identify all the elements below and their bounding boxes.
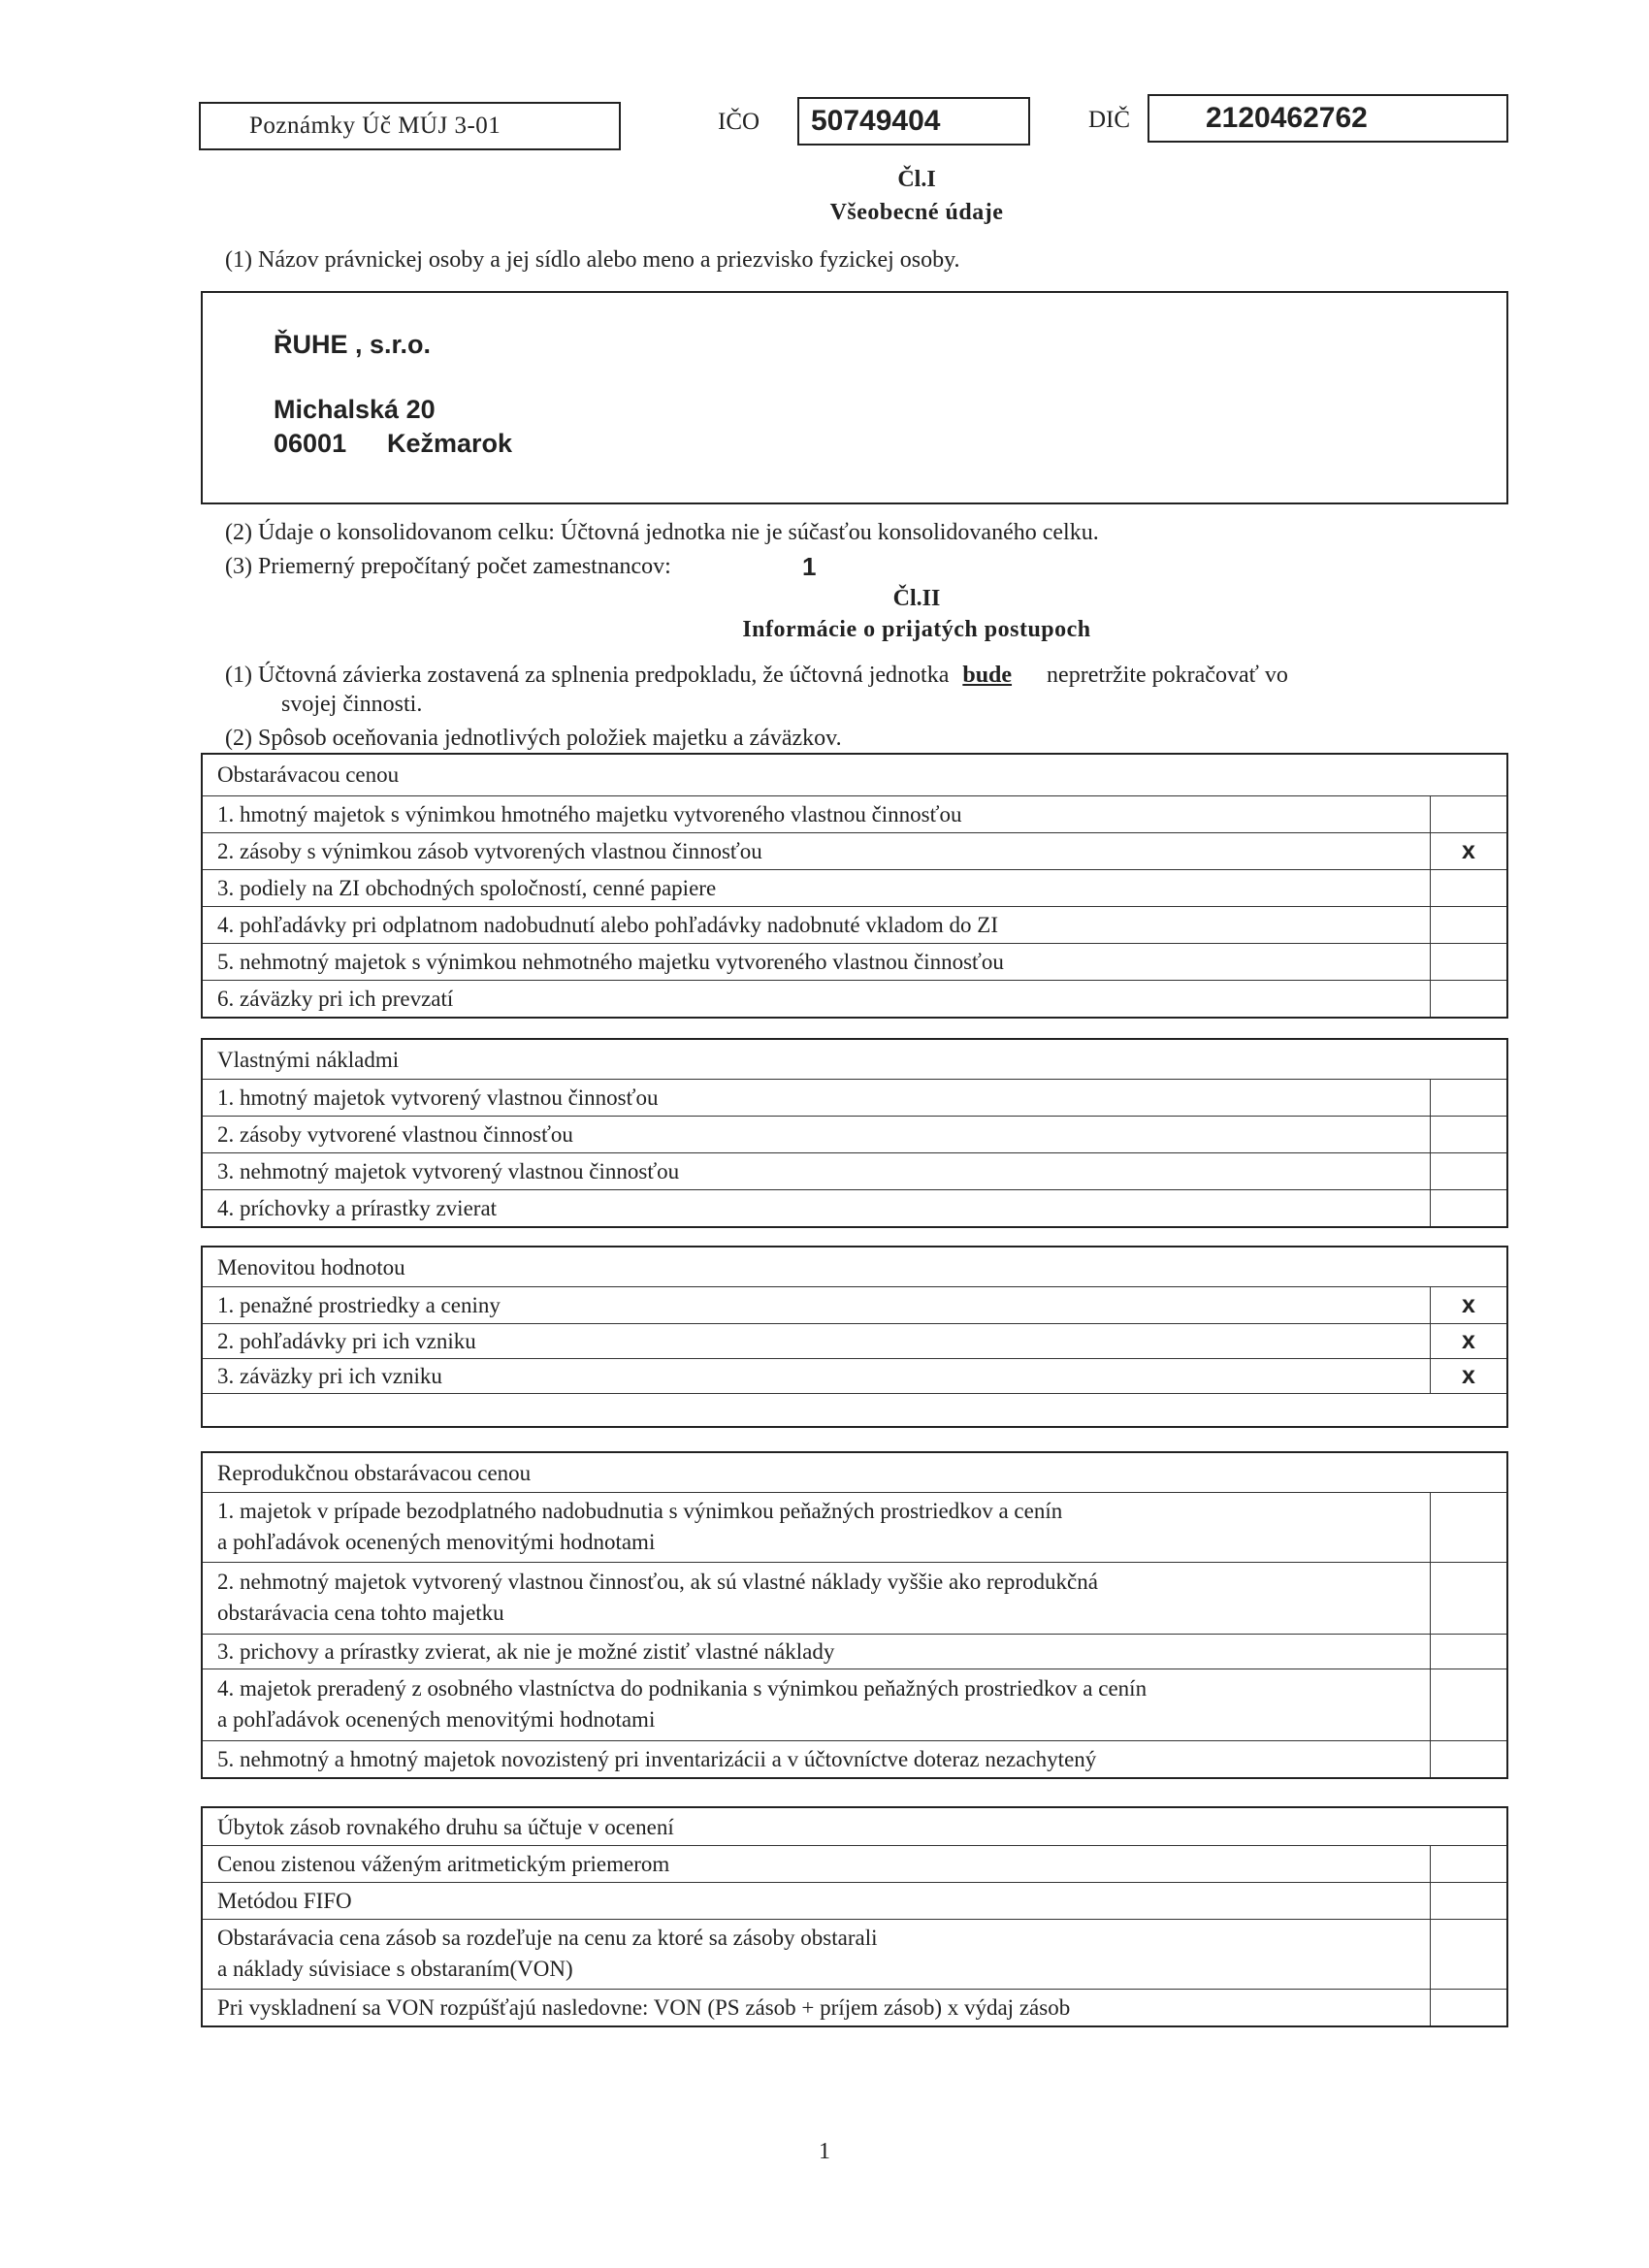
table-vlastnymi <box>201 1038 1508 1228</box>
row-checkbox <box>1430 1153 1506 1189</box>
table-row <box>203 980 1506 1017</box>
row-checkbox <box>1430 1117 1506 1152</box>
table-row <box>203 1919 1506 1989</box>
row-checkbox <box>1430 1563 1506 1634</box>
company-street: Michalská 20 <box>274 395 436 424</box>
table-row <box>203 1152 1506 1189</box>
row-label-cont: obstarávacia cena tohto majetku <box>217 1601 504 1625</box>
table-row <box>203 1492 1506 1562</box>
table-row <box>203 906 1506 943</box>
table-header-row <box>203 755 1506 795</box>
table-ubytok <box>201 1806 1508 2027</box>
ico-label: IČO <box>718 109 760 135</box>
row-label: Metódou FIFO <box>217 1889 352 1913</box>
row-label: Obstarávacia cena zásob sa rozdeľuje na cenu za ktoré sa zásoby obstarali <box>217 1926 878 1950</box>
table-row <box>203 943 1506 980</box>
row-checkbox <box>1430 1635 1506 1669</box>
row-label-cont: a pohľadávok ocenených menovitými hodnotami <box>217 1530 656 1554</box>
table-row <box>203 1393 1506 1426</box>
row-label-cont: a pohľadávok ocenených menovitými hodnotami <box>217 1707 656 1732</box>
table-row <box>203 1562 1506 1634</box>
ico-value: 50749404 <box>797 97 1030 146</box>
section2-item2: (2) Spôsob oceňovania jednotlivých položiek majetku a záväzkov. <box>225 726 842 751</box>
table-header-row <box>203 1247 1506 1286</box>
section2-heading: Čl.II <box>892 586 941 611</box>
row-label: 6. záväzky pri ich prevzatí <box>217 987 454 1011</box>
row-checkbox: x <box>1430 1359 1506 1393</box>
row-checkbox <box>1430 1990 1506 2025</box>
company-zip: 06001 <box>274 429 347 458</box>
row-checkbox <box>1430 1846 1506 1882</box>
table-row <box>203 1286 1506 1323</box>
row-label: 1. hmotný majetok s výnimkou hmotného majetku vytvoreného vlastnou činnosťou <box>217 802 962 826</box>
row-label: 3. nehmotný majetok vytvorený vlastnou činnosťou <box>217 1159 680 1183</box>
row-checkbox <box>1430 870 1506 906</box>
table-row <box>203 1079 1506 1116</box>
page-number: 1 <box>819 2139 830 2164</box>
table-header-row <box>203 1453 1506 1492</box>
row-label: 1. hmotný majetok vytvorený vlastnou činnosťou <box>217 1085 659 1110</box>
row-checkbox <box>1430 1669 1506 1740</box>
table-row <box>203 1189 1506 1226</box>
table-row <box>203 869 1506 906</box>
section2-subheading: Informácie o prijatých postupoch <box>742 617 1091 642</box>
row-label: 2. zásoby s výnimkou zásob vytvorených vlastnou činnosťou <box>217 839 762 863</box>
row-checkbox <box>1430 1920 1506 1989</box>
row-label: 2. pohľadávky pri ich vzniku <box>217 1329 476 1353</box>
row-checkbox <box>1430 1741 1506 1777</box>
row-label: 3. záväzky pri ich vzniku <box>217 1364 442 1388</box>
row-label: 1. majetok v prípade bezodplatného nadobudnutia s výnimkou peňažných prostriedkov a cenín <box>217 1499 1063 1523</box>
row-checkbox <box>1430 944 1506 980</box>
row-label: 2. nehmotný majetok vytvorený vlastnou činnosťou, ak sú vlastné náklady vyššie ako reprodukčná <box>217 1570 1098 1594</box>
row-checkbox <box>1430 1493 1506 1562</box>
table-row <box>203 1882 1506 1919</box>
row-checkbox: x <box>1430 1287 1506 1323</box>
table-header-row <box>203 1808 1506 1845</box>
row-label: 5. nehmotný majetok s výnimkou nehmotného majetku vytvoreného vlastnou činnosťou <box>217 950 1004 974</box>
table-row <box>203 795 1506 832</box>
row-label: 1. penažné prostriedky a ceniny <box>217 1293 501 1317</box>
table-menovitou <box>201 1246 1508 1428</box>
table-header: Reprodukčnou obstarávacou cenou <box>217 1461 532 1485</box>
table-row <box>203 1116 1506 1152</box>
company-box <box>201 291 1508 504</box>
table-header-row <box>203 1040 1506 1079</box>
row-label: Pri vyskladnení sa VON rozpúšťajú nasledovne: VON (PS zásob + príjem zásob) x výdaj zásob <box>217 1995 1071 2020</box>
table-header: Vlastnými nákladmi <box>217 1048 400 1072</box>
row-label: 2. zásoby vytvorené vlastnou činnosťou <box>217 1122 573 1147</box>
table-header: Úbytok zásob rovnakého druhu sa účtuje v ocenení <box>217 1815 674 1839</box>
row-label: 4. pohľadávky pri odplatnom nadobudnutí alebo pohľadávky nadobnuté vkladom do ZI <box>217 913 998 937</box>
table-reprodukcnou <box>201 1451 1508 1779</box>
dic-value: 2120462762 <box>1148 94 1508 143</box>
company-city: Kežmarok <box>387 429 513 458</box>
document-title: Poznámky Úč MÚJ 3-01 <box>199 102 621 150</box>
table-row <box>203 1358 1506 1393</box>
company-name: ŘUHE , s.r.o. <box>274 330 432 359</box>
row-checkbox: x <box>1430 833 1506 869</box>
table-row <box>203 1845 1506 1882</box>
dic-label: DIČ <box>1088 107 1131 133</box>
employee-count: 1 <box>802 552 817 581</box>
row-label: 3. prichovy a prírastky zvierat, ak nie je možné zistiť vlastné náklady <box>217 1639 835 1664</box>
table-row <box>203 1669 1506 1740</box>
row-label: 5. nehmotný a hmotný majetok novozistený pri inventarizácii a v účtovníctve doteraz nezachytený <box>217 1747 1097 1771</box>
table-header: Obstarávacou cenou <box>217 762 400 787</box>
row-checkbox <box>1430 1883 1506 1919</box>
section1-heading: Čl.I <box>897 167 936 192</box>
row-label: 4. majetok preradený z osobného vlastníctva do podnikania s výnimkou peňažných prostriedkov a cenín <box>217 1676 1148 1701</box>
row-checkbox <box>1430 1190 1506 1226</box>
section2-item1-rest: nepretržite pokračovať vo <box>1047 663 1288 688</box>
row-checkbox <box>1430 907 1506 943</box>
row-checkbox <box>1430 796 1506 832</box>
table-row <box>203 1323 1506 1358</box>
row-label: 4. príchovky a prírastky zvierat <box>217 1196 498 1220</box>
section1-item1: (1) Názov právnickej osoby a jej sídlo alebo meno a priezvisko fyzickej osoby. <box>225 247 960 273</box>
section2-item1 <box>225 663 1288 689</box>
row-checkbox: x <box>1430 1324 1506 1358</box>
table-row <box>203 1989 1506 2025</box>
table-row <box>203 1634 1506 1669</box>
section2-item1-text: (1) Účtovná závierka zostavená za splnenia predpokladu, že účtovná jednotka <box>225 663 950 688</box>
row-label: 3. podiely na ZI obchodných spoločností, cenné papiere <box>217 876 717 900</box>
table-row <box>203 1740 1506 1777</box>
table-row <box>203 832 1506 869</box>
section1-subheading: Všeobecné údaje <box>829 200 1004 225</box>
section1-item3: (3) Priemerný prepočítaný počet zamestnancov: <box>225 554 671 579</box>
section2-item1-cont: svojej činnosti. <box>281 692 423 717</box>
row-checkbox <box>1430 1080 1506 1116</box>
table-obstaravacou <box>201 753 1508 1019</box>
table-header: Menovitou hodnotou <box>217 1255 405 1280</box>
row-label: Cenou zistenou váženým aritmetickým priemerom <box>217 1852 670 1876</box>
row-checkbox <box>1430 981 1506 1017</box>
section1-item2: (2) Údaje o konsolidovanom celku: Účtovná jednotka nie je súčasťou konsolidovaného celku. <box>225 520 1099 545</box>
row-label-cont: a náklady súvisiace s obstaraním(VON) <box>217 1957 573 1981</box>
section2-item1-bold: bude <box>962 663 1013 688</box>
